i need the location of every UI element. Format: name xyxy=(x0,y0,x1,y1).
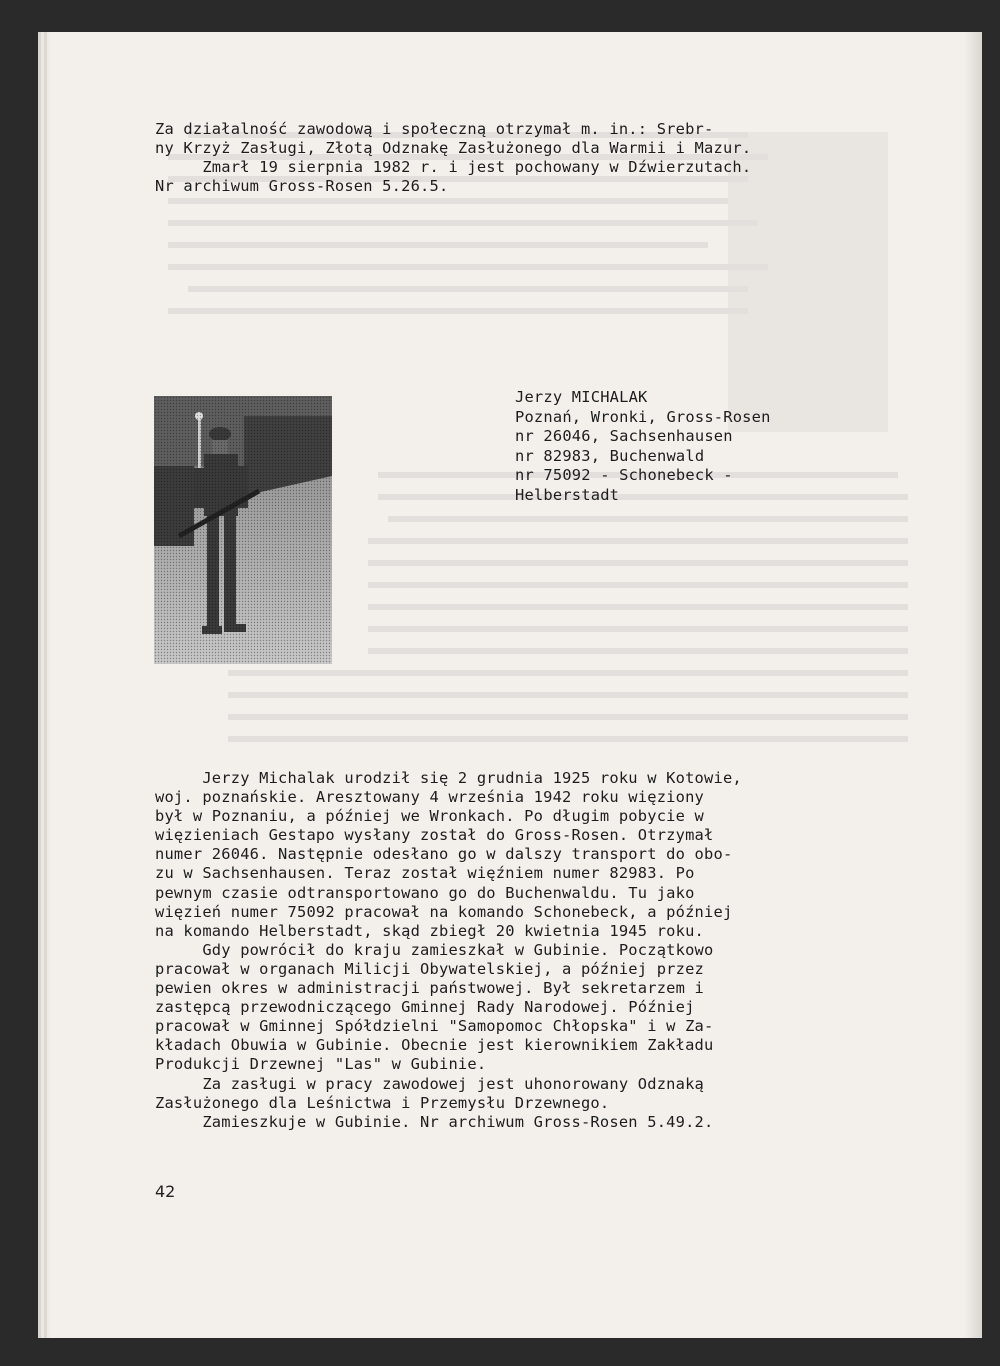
text-line: Gdy powrócił do kraju zamieszkał w Gubinie. Początkowo xyxy=(155,940,714,959)
biography-text xyxy=(155,769,742,1132)
text-line: numer 26046. Następnie odesłano go w dalszy transport do obo- xyxy=(155,845,733,864)
portrait-photo xyxy=(154,396,332,664)
text-line: Zamieszkuje w Gubinie. Nr archiwum Gross-Rosen 5.49.2. xyxy=(155,1112,714,1131)
text-line: więzieniach Gestapo wysłany został do Gross-Rosen. Otrzymał xyxy=(155,826,714,845)
page-number: 42 xyxy=(155,1182,176,1201)
text-line: pracował w organach Milicji Obywatelskiej, a później przez xyxy=(155,959,705,978)
text-line: pewien okres w administracji państwowej. Był sekretarzem i xyxy=(155,979,705,998)
caption-line: nr 82983, Buchenwald xyxy=(515,446,705,465)
text-line: Zmarł 19 sierpnia 1982 r. i jest pochowany w Dźwierzutach. xyxy=(155,158,752,177)
text-line: Za zasługi w pracy zawodowej jest uhonorowany Odznaką xyxy=(155,1074,705,1093)
text-line: woj. poznańskie. Aresztowany 4 września 1942 roku więziony xyxy=(155,788,705,807)
text-line: zastępcą przewodniczącego Gminnej Rady Narodowej. Później xyxy=(155,998,695,1017)
text-line: na komando Helberstadt, skąd zbiegł 20 kwietnia 1945 roku. xyxy=(155,921,705,940)
photo-caption xyxy=(515,388,771,506)
text-line: kładach Obuwia w Gubinie. Obecnie jest kierownikiem Zakładu xyxy=(155,1036,714,1055)
text-line: pewnym czasie odtransportowano go do Buchenwaldu. Tu jako xyxy=(155,883,695,902)
text-line: Jerzy Michalak urodził się 2 grudnia 1925 roku w Kotowie, xyxy=(155,769,742,787)
caption-line: nr 26046, Sachsenhausen xyxy=(515,427,733,446)
caption-line: Helberstadt xyxy=(515,485,620,504)
text-line: ny Krzyż Zasługi, Złotą Odznakę Zasłużonego dla Warmii i Mazur. xyxy=(155,139,752,158)
text-line: więzień numer 75092 pracował na komando Schonebeck, a później xyxy=(155,902,733,921)
caption-name: Jerzy MICHALAK xyxy=(515,388,648,406)
top-paragraph xyxy=(155,120,751,196)
text-line: Zasłużonego dla Leśnictwa i Przemysłu Drzewnego. xyxy=(155,1093,610,1112)
book-page xyxy=(38,32,982,1338)
caption-line: Poznań, Wronki, Gross-Rosen xyxy=(515,407,771,426)
caption-line: nr 75092 - Schonebeck - xyxy=(515,466,733,485)
text-line: Produkcji Drzewnej "Las" w Gubinie. xyxy=(155,1055,487,1074)
text-line: zu w Sachsenhausen. Teraz został więźniem numer 82983. Po xyxy=(155,864,695,883)
text-line: był w Poznaniu, a później we Wronkach. Po długim pobycie w xyxy=(155,807,705,826)
text-line: Nr archiwum Gross-Rosen 5.26.5. xyxy=(155,177,449,196)
text-line: pracował w Gminnej Spółdzielni "Samopomoc Chłopska" i w Za- xyxy=(155,1017,714,1036)
text-line: Za działalność zawodową i społeczną otrzymał m. in.: Srebr- xyxy=(155,120,714,138)
